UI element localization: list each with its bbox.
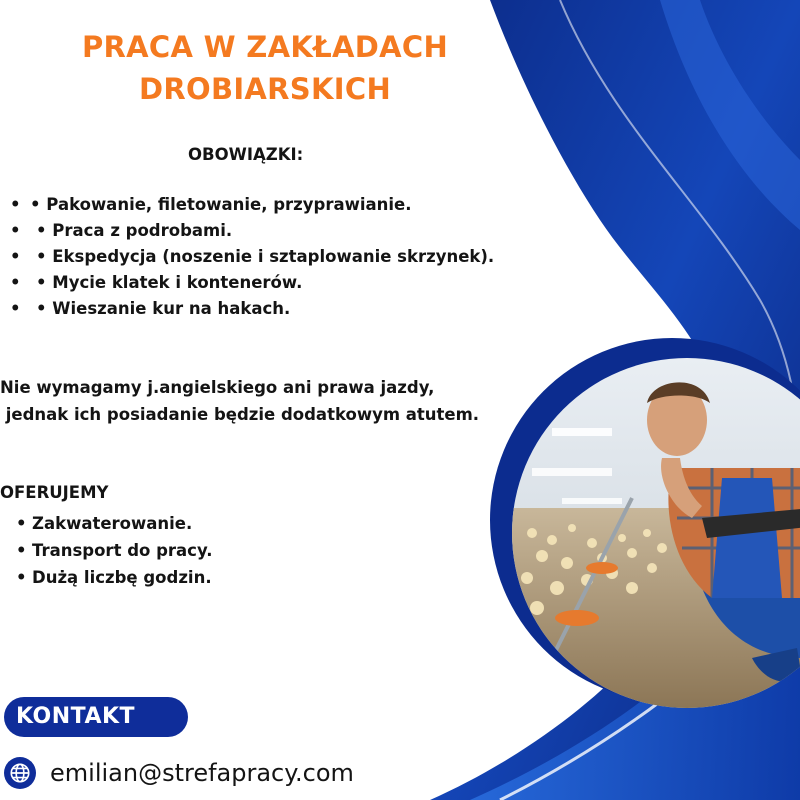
duty-text: • Mycie klatek i kontenerów. [36, 273, 303, 292]
bullet-icon: • [10, 273, 21, 292]
offer-list [16, 510, 212, 591]
list-item [16, 537, 212, 564]
list-item [16, 510, 212, 537]
bullet-icon: • [10, 247, 21, 266]
duty-text: • Praca z podrobami. [36, 221, 233, 240]
duties-heading: OBOWIĄZKI: [188, 145, 304, 164]
title-line-2: DROBIARSKICH [138, 72, 392, 106]
list-item [10, 296, 494, 322]
email-link[interactable]: emilian@strefapracy.com [50, 759, 354, 787]
bullet-icon: • [16, 514, 27, 533]
title-line-1: PRACA W ZAKŁADACH [81, 30, 449, 64]
requirements-text [0, 374, 479, 428]
requirements-line-2: jednak ich posiadanie będzie dodatkowym atutem. [0, 405, 480, 424]
duties-list [10, 192, 494, 322]
duty-text: • Pakowanie, filetowanie, przyprawianie. [30, 195, 412, 214]
requirements-line-1: Nie wymagamy j.angielskiego ani prawa jazdy, [0, 378, 435, 397]
list-item [16, 564, 212, 591]
list-item [10, 192, 494, 218]
bullet-icon: • [16, 568, 27, 587]
duty-text: • Ekspedycja (noszenie i sztaplowanie skrzynek). [36, 247, 495, 266]
list-item [10, 244, 494, 270]
list-item [10, 218, 494, 244]
globe-icon [4, 757, 36, 789]
bullet-icon: • [10, 299, 21, 318]
offer-text: Dużą liczbę godzin. [32, 568, 212, 587]
bullet-icon: • [10, 195, 21, 214]
offer-text: Zakwaterowanie. [32, 514, 193, 533]
bullet-icon: • [16, 541, 27, 560]
contact-button[interactable]: KONTAKT [4, 697, 188, 737]
duty-text: • Wieszanie kur na hakach. [36, 299, 291, 318]
bullet-icon: • [10, 221, 21, 240]
list-item [10, 270, 494, 296]
page-title [0, 26, 530, 110]
email-contact[interactable] [4, 756, 354, 790]
offer-text: Transport do pracy. [32, 541, 213, 560]
offer-heading: OFERUJEMY [0, 483, 109, 502]
